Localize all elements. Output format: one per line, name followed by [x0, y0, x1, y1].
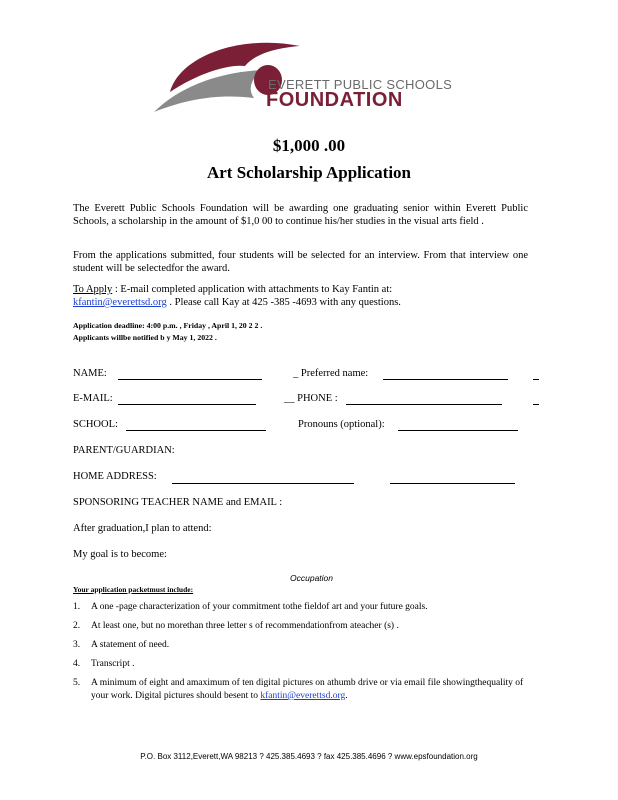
phone-field-end: [533, 404, 539, 405]
name-field[interactable]: [118, 379, 262, 380]
email-label: E-MAIL:: [73, 393, 113, 404]
preferred-name-field-end: [533, 379, 539, 380]
logo-big-text: FOUNDATION: [266, 89, 403, 111]
list-item-end: .: [345, 691, 348, 701]
home-address-label: HOME ADDRESS:: [73, 471, 157, 482]
list-item: [73, 658, 513, 671]
list-item: [73, 677, 531, 703]
submission-email-link[interactable]: kfantin@everettsd.org: [260, 691, 346, 701]
logo-top-text: EVERETT PUBLIC SCHOOLS: [268, 77, 453, 92]
sponsoring-teacher-label: SPONSORING TEACHER NAME and EMAIL :: [73, 497, 283, 508]
list-item-number: 2.: [73, 621, 81, 631]
list-item: [73, 601, 513, 614]
list-item: [73, 620, 513, 633]
apply-instructions: [73, 283, 528, 309]
parent-guardian-label: PARENT/GUARDIAN:: [73, 445, 175, 456]
contact-email-link[interactable]: kfantin@everettsd.org: [73, 297, 167, 308]
pronouns-label: Pronouns (optional):: [298, 419, 385, 430]
goal-label: My goal is to become:: [73, 549, 167, 560]
deadline-line: Application deadline: 4:00 p.m. , Friday , April 1, 20 2 2 .: [73, 321, 263, 330]
school-field[interactable]: [126, 430, 266, 431]
page-title: Art Scholarship Application: [206, 163, 412, 182]
list-item-text: At least one, but no morethan three letter s of recommendationfrom ateacher (s) .: [91, 621, 399, 631]
preferred-name-field[interactable]: [383, 379, 508, 380]
notification-line: Applicants willbe notified b y May 1, 2022 .: [73, 333, 217, 342]
list-item-text: A statement of need.: [91, 640, 170, 650]
apply-after-text: . Please call Kay at 425 -385 -4693 with any questions.: [169, 297, 401, 308]
phone-label: __ PHONE :: [284, 393, 338, 404]
footer-contact: P.O. Box 3112,Everett,WA 98213 ? 425.385.4693 ? fax 425.385.4696 ? www.epsfoundation.org: [140, 752, 478, 761]
list-item: [73, 639, 513, 652]
pronouns-field[interactable]: [398, 430, 518, 431]
apply-label: To Apply: [73, 284, 113, 295]
list-item-text: A one -page characterization of your commitment tothe fieldof art and your future goals.: [91, 602, 428, 612]
list-item-text: Transcript .: [91, 659, 135, 669]
name-label: NAME:: [73, 368, 107, 379]
list-item-number: 1.: [73, 602, 81, 612]
packet-heading: Your application packetmust include:: [73, 585, 194, 594]
list-item-number: 4.: [73, 659, 81, 669]
home-address-field-2[interactable]: [390, 483, 515, 484]
school-label: SCHOOL:: [73, 419, 118, 430]
email-field[interactable]: [118, 404, 256, 405]
occupation-caption: Occupation: [290, 573, 333, 583]
preferred-name-label: _ Preferred name:: [293, 368, 369, 379]
list-item-number: 3.: [73, 640, 81, 650]
intro-paragraph-2: From the applications submitted, four students will be selected for an interview. From that interview one student will be selectedfor the award.: [73, 250, 528, 274]
apply-text: : E-mail completed application with attachments to Kay Fantin at:: [114, 284, 393, 295]
post-graduation-label: After graduation,I plan to attend:: [73, 523, 212, 534]
scholarship-amount: $1,000 .00: [272, 136, 346, 155]
list-item-number: 5.: [73, 678, 81, 688]
home-address-field[interactable]: [172, 483, 354, 484]
phone-field[interactable]: [346, 404, 502, 405]
list-item-text: A minimum of eight and amaximum of ten digital pictures on athumb drive or via email file showingthequality of your work. Digital pictures should besent to: [91, 678, 524, 701]
intro-paragraph-1: The Everett Public Schools Foundation will be awarding one graduating senior within Everett Public Schools, a scholarship in the amount of $1,0 00 to continue his/her studies in the visual arts field .: [73, 203, 528, 227]
logo-swoosh-gray: [154, 70, 262, 112]
